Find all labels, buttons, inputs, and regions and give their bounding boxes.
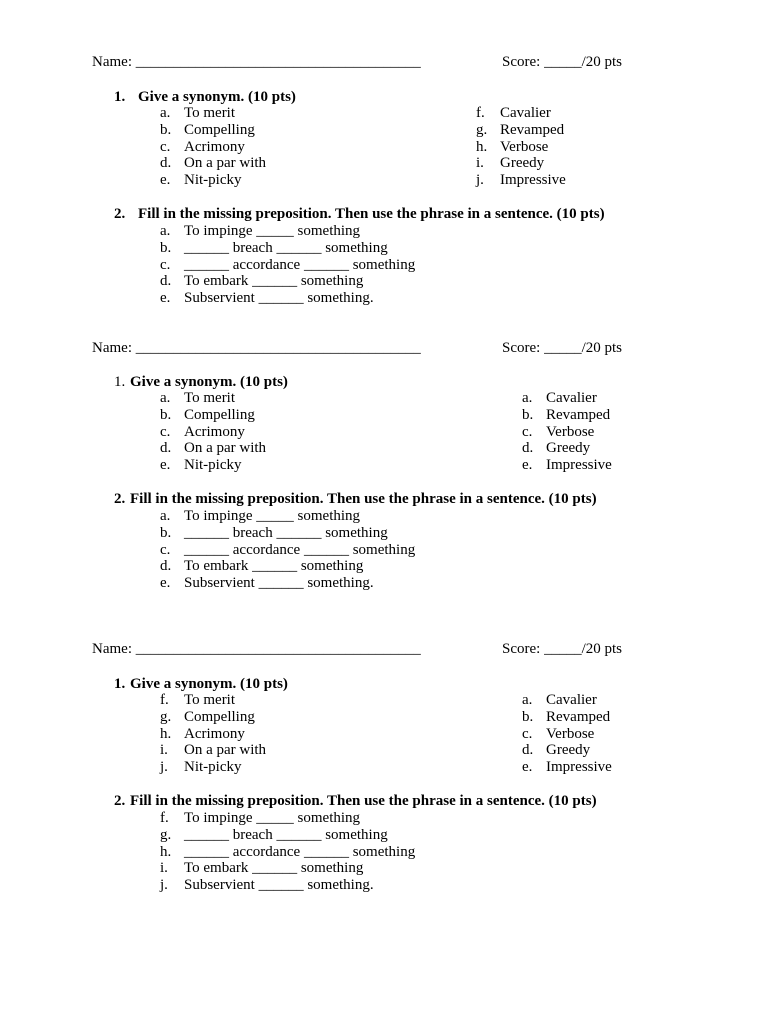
- item-text: Subservient ______ something.: [184, 877, 374, 894]
- question-title: Fill in the missing preposition. Then use the phrase in a sentence. (10 pts): [138, 206, 605, 222]
- item-text: Impressive: [546, 457, 612, 474]
- item-text: Nit-picky: [184, 759, 242, 776]
- item-marker: f.: [476, 105, 485, 121]
- item-marker: c.: [522, 725, 533, 742]
- item-text: Verbose: [500, 138, 549, 155]
- item-text: Greedy: [546, 742, 591, 759]
- question-title: Fill in the missing preposition. Then use the phrase in a sentence. (10 pts): [130, 491, 597, 507]
- question-number: 1.: [114, 89, 126, 105]
- item-marker: i.: [160, 860, 168, 877]
- item-text: To merit: [184, 692, 236, 708]
- item-text: On a par with: [184, 440, 267, 457]
- item-text: To merit: [184, 105, 236, 121]
- item-marker: c.: [160, 256, 171, 273]
- score-field-label: Score: _____/20 pts: [502, 54, 622, 70]
- item-text: Revamped: [546, 708, 611, 725]
- question-1-heading: [114, 89, 296, 106]
- item-text: Revamped: [500, 121, 565, 138]
- item-marker: h.: [160, 725, 172, 742]
- item-marker: d.: [522, 440, 534, 457]
- item-marker: b.: [160, 121, 172, 138]
- item-marker: d.: [160, 558, 172, 575]
- item-marker: e.: [522, 457, 533, 474]
- name-field-label: Name: ______________________________________: [92, 54, 421, 70]
- item-text: ______ accordance ______ something: [184, 541, 416, 558]
- item-text: To impinge _____ something: [184, 223, 361, 239]
- item-text: Acrimony: [184, 725, 245, 742]
- item-text: Cavalier: [500, 105, 551, 121]
- item-marker: a.: [160, 105, 171, 121]
- question-title: Fill in the missing preposition. Then use the phrase in a sentence. (10 pts): [130, 793, 597, 809]
- item-text: Impressive: [546, 759, 612, 776]
- item-marker: e.: [160, 575, 171, 592]
- item-marker: j.: [160, 759, 168, 776]
- item-marker: d.: [160, 273, 172, 290]
- item-text: Compelling: [184, 406, 255, 423]
- quiz-header: [0, 340, 768, 357]
- item-text: Acrimony: [184, 138, 245, 155]
- item-text: To embark ______ something: [184, 273, 364, 290]
- question-title: Give a synonym. (10 pts): [138, 89, 296, 105]
- item-text: ______ breach ______ something: [184, 826, 388, 843]
- item-marker: j.: [160, 877, 168, 894]
- item-text: Subservient ______ something.: [184, 290, 374, 307]
- item-marker: a.: [522, 390, 533, 406]
- item-marker: d.: [522, 742, 534, 759]
- item-text: To impinge _____ something: [184, 508, 361, 524]
- item-marker: j.: [476, 172, 484, 189]
- question-title: Give a synonym. (10 pts): [130, 676, 288, 692]
- item-text: Nit-picky: [184, 172, 242, 189]
- item-text: ______ breach ______ something: [184, 239, 388, 256]
- item-marker: g.: [476, 121, 488, 138]
- item-text: Revamped: [546, 406, 611, 423]
- quiz-section-3: [0, 641, 768, 894]
- item-marker: f.: [160, 810, 169, 826]
- item-marker: b.: [160, 524, 172, 541]
- item-text: Acrimony: [184, 423, 245, 440]
- quiz-header: [0, 641, 768, 658]
- question-1-heading: [114, 374, 288, 391]
- quiz-section-1: [0, 54, 768, 307]
- item-text: On a par with: [184, 155, 267, 172]
- name-field-label: Name: ______________________________________: [92, 340, 421, 356]
- item-text: ______ accordance ______ something: [184, 843, 416, 860]
- item-text: On a par with: [184, 742, 267, 759]
- item-text: Verbose: [546, 725, 595, 742]
- item-marker: c.: [160, 541, 171, 558]
- item-text: To embark ______ something: [184, 860, 364, 877]
- item-marker: e.: [160, 172, 171, 189]
- item-marker: b.: [522, 406, 534, 423]
- question-number: 1.: [114, 676, 126, 692]
- question-number: 2.: [114, 793, 126, 809]
- question-2-heading: [114, 206, 605, 223]
- item-marker: d.: [160, 440, 172, 457]
- question-number: 2.: [114, 206, 126, 222]
- item-marker: b.: [160, 239, 172, 256]
- item-marker: c.: [160, 138, 171, 155]
- item-marker: a.: [160, 390, 171, 406]
- item-marker: g.: [160, 826, 172, 843]
- quiz-header: [0, 54, 768, 71]
- item-marker: c.: [522, 423, 533, 440]
- item-marker: h.: [476, 138, 488, 155]
- score-field-label: Score: _____/20 pts: [502, 340, 622, 356]
- item-marker: i.: [160, 742, 168, 759]
- item-text: Compelling: [184, 121, 255, 138]
- question-2-heading: [114, 491, 597, 508]
- item-marker: g.: [160, 708, 172, 725]
- item-marker: a.: [522, 692, 533, 708]
- item-text: To impinge _____ something: [184, 810, 361, 826]
- item-text: To embark ______ something: [184, 558, 364, 575]
- item-text: Subservient ______ something.: [184, 575, 374, 592]
- item-text: Verbose: [546, 423, 595, 440]
- item-marker: h.: [160, 843, 172, 860]
- item-text: Cavalier: [546, 390, 597, 406]
- item-text: Greedy: [546, 440, 591, 457]
- item-marker: e.: [160, 290, 171, 307]
- item-marker: d.: [160, 155, 172, 172]
- name-field-label: Name: ______________________________________: [92, 641, 421, 657]
- item-text: Greedy: [500, 155, 545, 172]
- score-field-label: Score: _____/20 pts: [502, 641, 622, 657]
- quiz-section-2: [0, 340, 768, 592]
- item-text: To merit: [184, 390, 236, 406]
- item-marker: e.: [160, 457, 171, 474]
- item-marker: b.: [522, 708, 534, 725]
- item-marker: c.: [160, 423, 171, 440]
- question-title: Give a synonym. (10 pts): [130, 374, 288, 390]
- item-text: Nit-picky: [184, 457, 242, 474]
- item-marker: a.: [160, 508, 171, 524]
- item-text: Impressive: [500, 172, 566, 189]
- item-text: ______ accordance ______ something: [184, 256, 416, 273]
- item-text: Compelling: [184, 708, 255, 725]
- item-marker: b.: [160, 406, 172, 423]
- item-marker: f.: [160, 692, 169, 708]
- question-1-heading: [114, 676, 288, 693]
- question-number: 2.: [114, 491, 126, 507]
- item-marker: a.: [160, 223, 171, 239]
- question-number: 1.: [114, 374, 126, 390]
- item-text: Cavalier: [546, 692, 597, 708]
- item-marker: i.: [476, 155, 484, 172]
- item-text: ______ breach ______ something: [184, 524, 388, 541]
- item-marker: e.: [522, 759, 533, 776]
- question-2-heading: [114, 793, 597, 810]
